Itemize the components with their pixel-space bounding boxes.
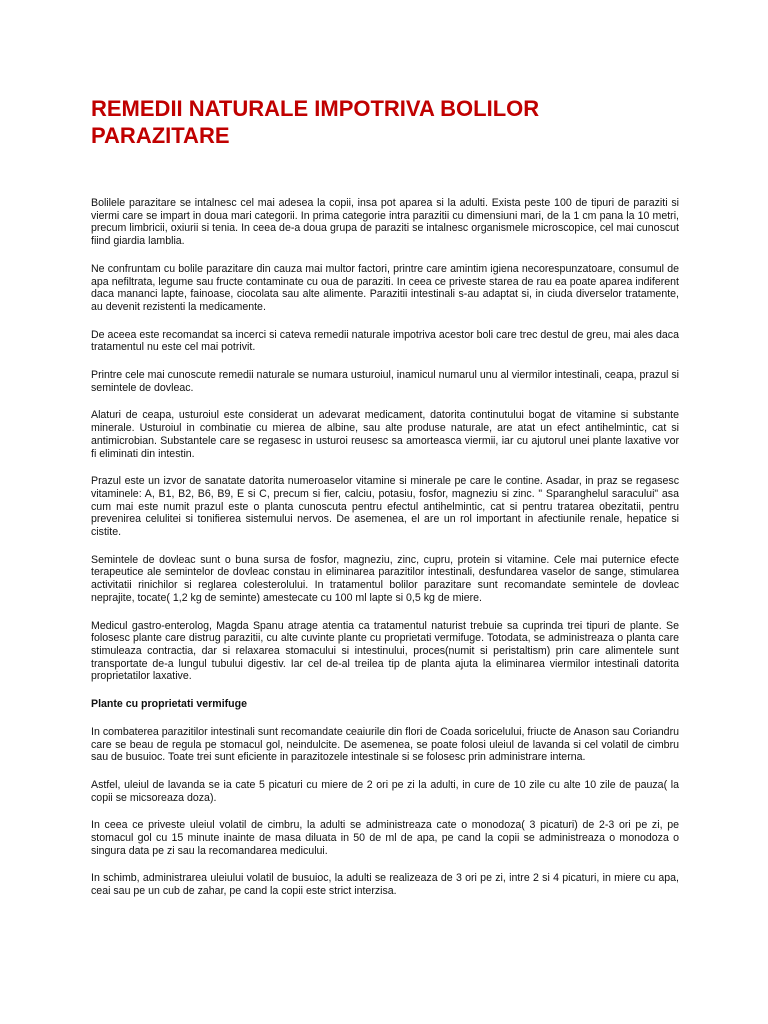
paragraph-known-remedies: Printre cele mai cunoscute remedii naturale se numara usturoiul, inamicul numarul unu al viermilor intestinali, ceapa, prazul si semintele de dovleac. bbox=[91, 369, 679, 394]
paragraph-intro: Bolilele parazitare se intalnesc cel mai adesea la copii, insa pot aparea si la adulti. Exista peste 100 de tipuri de paraziti si viermi care se impart in doua mari categorii. In prima categorie intra parazitii cu dimensiuni mari, de la 1 cm pana la 10 metri, precum limbricii, oxiurii si tenia. In ceea de-a doua grupa de paraziti se intalnesc organismele microscopice, cel mai cunoscut fiind giardia lamblia. bbox=[91, 197, 679, 248]
paragraph-thyme: In ceea ce priveste uleiul volatil de cimbru, la adulti se administreaza cate o monodoza( 3 picaturi) de 2-3 ori pe zi, pe stomacul gol cu 15 minute inainte de masa diluata in 50 de ml de apa, pe cand la copii se administreaza o monodoza o singura data pe zi sau la recomandarea medicului. bbox=[91, 819, 679, 857]
paragraph-doctor-advice: Medicul gastro-enterolog, Magda Spanu atrage atentia ca tratamentul naturist trebuie sa cuprinda trei tipuri de plante. Se folosesc plante care distrug parazitii, cu alte cuvinte plante cu proprietati vermifuge. Totodata, se administreaza o planta care stimuleaza contractia, dar si relaxarea stomacului si intestinului, proces(numit si peristaltism) prin care alimentele sunt transportate de-a lungul tubului digestiv. Iar cel de-al treilea tip de planta ajuta la eliminarea viermilor intestinali datorita proprietatilor laxative. bbox=[91, 619, 679, 683]
paragraph-pumpkin-seeds: Semintele de dovleac sunt o buna sursa de fosfor, magneziu, zinc, cupru, protein si vitamine. Cele mai puternice efecte terapeutice ale semintelor de dovleac constau in eliminarea parazitilor intestinali, desfundarea vaselor de sange, stimularea activitatii rinichilor si reglarea colesterolului. In tratamentul bolilor parazitare sunt recomandate semintele de dovleac neprajite, tocate( 1,2 kg de seminte) amestecate cu 100 ml lapte si 0,5 kg de miere. bbox=[91, 553, 679, 604]
paragraph-leek: Prazul este un izvor de sanatate datorita numeroaselor vitamine si minerale pe care le contine. Asadar, in praz se regasesc vitaminele: A, B1, B2, B6, B9, E si C, precum si fier, calciu, potasiu, fosfor, magneziu si zinc. " Sparanghelul saracului" asa cum mai este numit prazul este o planta cunoscuta pentru efectul antihelmintic, cat si pentru tratarea obezitatii, pentru prevenirea celulitei si tonifierea sistemului nervos. De asemenea, el are un rol important in afectiunile renale, hepatice si cistite. bbox=[91, 475, 679, 539]
paragraph-teas-oils: In combaterea parazitilor intestinali sunt recomandate ceaiurile din flori de Coada soricelului, friucte de Anason sau Coriandru care se beau de regula pe stomacul gol, neindulcite. De asemenea, se poate folosi uleiul de lavanda si cel volatil de cimbru sau de busuioc. Toate trei sunt eficiente in parazitozele intestinale si se folosesc prin administrare interna. bbox=[91, 725, 679, 764]
paragraph-garlic: Alaturi de ceapa, usturoiul este considerat un adevarat medicament, datorita continutului bogat de vitamine si substante minerale. Usturoiul in combinatie cu mierea de albine, sau alte produse naturale, are atat un efect antihelmintic, cat si antimicrobian. Substantele care se regasesc in usturoi reusesc sa amorteasca viermii, iar cu ajutorul unei plante laxative vor fi eliminati din intestin. bbox=[91, 409, 679, 460]
paragraph-recommendation: De aceea este recomandat sa incerci si cateva remedii naturale impotriva acestor boli care trec destul de greu, mai ales daca tratamentul nu este cel mai potrivit. bbox=[91, 328, 679, 354]
document-body bbox=[91, 197, 679, 898]
section-subheading: Plante cu proprietati vermifuge bbox=[91, 698, 247, 711]
paragraph-basil: In schimb, administrarea uleiului volatil de busuioc, la adulti se realizeaza de 3 ori pe zi, intre 2 si 4 picaturi, in miere cu apa, ceai sau pe un cub de zahar, pe cand la copii este strict interzisa. bbox=[91, 872, 679, 898]
document-content bbox=[91, 95, 679, 913]
paragraph-lavender: Astfel, uleiul de lavanda se ia cate 5 picaturi cu miere de 2 ori pe zi la adulti, in cure de 10 zile cu alte 10 zile de pauza( la copii se micsoreaza doza). bbox=[91, 778, 679, 804]
document-title: REMEDII NATURALE IMPOTRIVA BOLILOR PARAZITARE bbox=[91, 96, 540, 148]
paragraph-causes: Ne confruntam cu bolile parazitare din cauza mai multor factori, printre care amintim igiena necorespunzatoare, consumul de apa nefiltrata, legume sau fructe contaminate cu oua de paraziti. In ceea ce priveste starea de rau ea poate aparea indiferent daca mananci lapte, fainoase, ciocolata sau alte alimente. Parazitii intestinali s-au adaptat si, in ciuda diverselor tratamente, au devenit rezistenti la medicamente. bbox=[91, 262, 679, 313]
